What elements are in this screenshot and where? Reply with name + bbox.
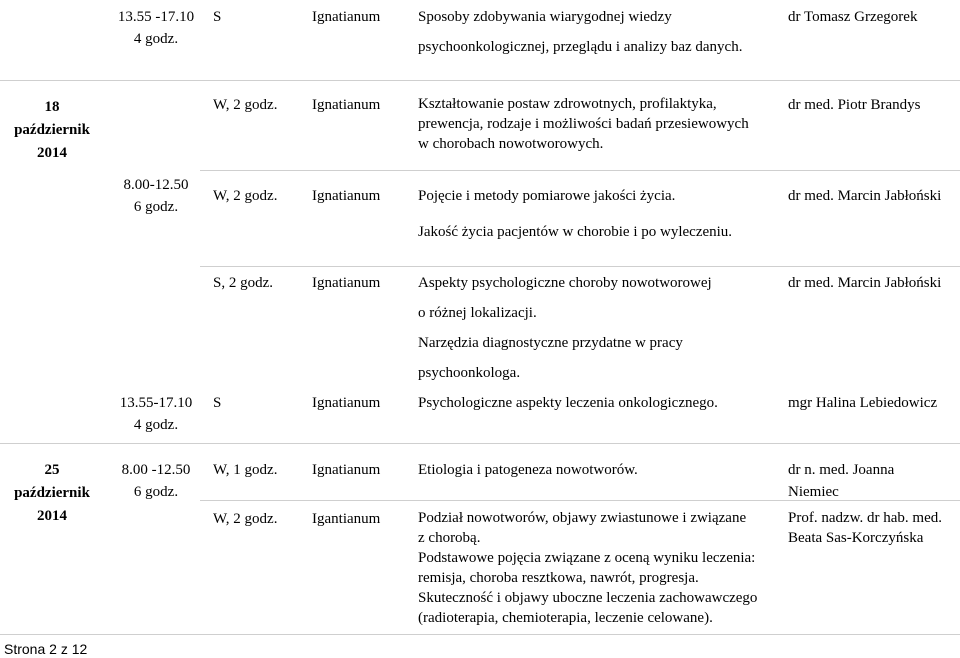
class-lecturer: Prof. nadzw. dr hab. med. Beata Sas-Korczyńska: [788, 510, 942, 546]
time-cell: 8.00-12.50 6 godz.: [123, 177, 189, 215]
class-place: Ignatianum: [312, 395, 381, 411]
class-place: Ignatianum: [312, 188, 381, 204]
day-date: 18 październik 2014: [14, 99, 90, 161]
class-type: W, 2 godz.: [213, 97, 278, 113]
class-type: S, 2 godz.: [213, 275, 273, 291]
class-lecturer: dr med. Piotr Brandys: [788, 97, 921, 113]
class-topic: Sposoby zdobywania wiarygodnej wiedzy psychoonkologicznej, przeglądu i analizy baz danych.: [418, 9, 743, 55]
class-place: Ignatianum: [312, 275, 381, 291]
class-type: W, 2 godz.: [213, 188, 278, 204]
time-cell: 13.55-17.10 4 godz.: [119, 395, 193, 433]
row-divider: [0, 634, 960, 635]
class-topic: Etiologia i patogeneza nowotworów.: [418, 462, 638, 478]
class-place: Ignatianum: [312, 97, 381, 113]
row-divider: [0, 80, 960, 81]
row-divider: [0, 443, 960, 444]
row-divider: [200, 266, 960, 267]
class-place: Ignatianum: [312, 9, 381, 25]
class-lecturer: dr n. med. Joanna Niemiec: [788, 462, 895, 500]
class-topic: Kształtowanie postaw zdrowotnych, profilaktyka, prewencja, rodzaje i możliwości badań przesiewowych w chorobach nowotworowych.: [418, 96, 749, 152]
time-cell: 8.00 -12.50 6 godz.: [121, 462, 191, 500]
class-lecturer: dr Tomasz Grzegorek: [788, 9, 918, 25]
class-place: Ignatianum: [312, 462, 381, 478]
class-lecturer: dr med. Marcin Jabłoński: [788, 188, 942, 204]
page-footer: Strona 2 z 12: [4, 641, 88, 657]
class-topic: Aspekty psychologiczne choroby nowotworowej o różnej lokalizacji. Narzędzia diagnostyczne przydatne w pracy psychoonkologa.: [418, 275, 712, 381]
class-type: W, 1 godz.: [213, 462, 278, 478]
class-type: W, 2 godz.: [213, 511, 278, 527]
class-lecturer: dr med. Marcin Jabłoński: [788, 275, 942, 291]
class-topic: Podział nowotworów, objawy zwiastunowe i związane z chorobą. Podstawowe pojęcia związane z oceną wyniku leczenia: remisja, choroba resztkowa, nawrót, progresja. Skuteczność i objawy uboczne leczenia zachowawczego (radioterapia, chemioterapia, leczenie celowane).: [418, 510, 758, 626]
class-place: Igantianum: [312, 511, 381, 527]
time-cell: 13.55 -17.10 4 godz.: [117, 9, 195, 47]
class-type: S: [213, 395, 222, 411]
row-divider: [200, 500, 960, 501]
class-topic: Pojęcie i metody pomiarowe jakości życia. Jakość życia pacjentów w chorobie i po wyleczeniu.: [418, 188, 733, 240]
row-divider: [200, 170, 960, 171]
class-lecturer: mgr Halina Lebiedowicz: [788, 395, 938, 411]
day-date: 25 październik 2014: [14, 462, 90, 524]
class-type: S: [213, 9, 222, 25]
class-topic: Psychologiczne aspekty leczenia onkologicznego.: [418, 395, 718, 411]
